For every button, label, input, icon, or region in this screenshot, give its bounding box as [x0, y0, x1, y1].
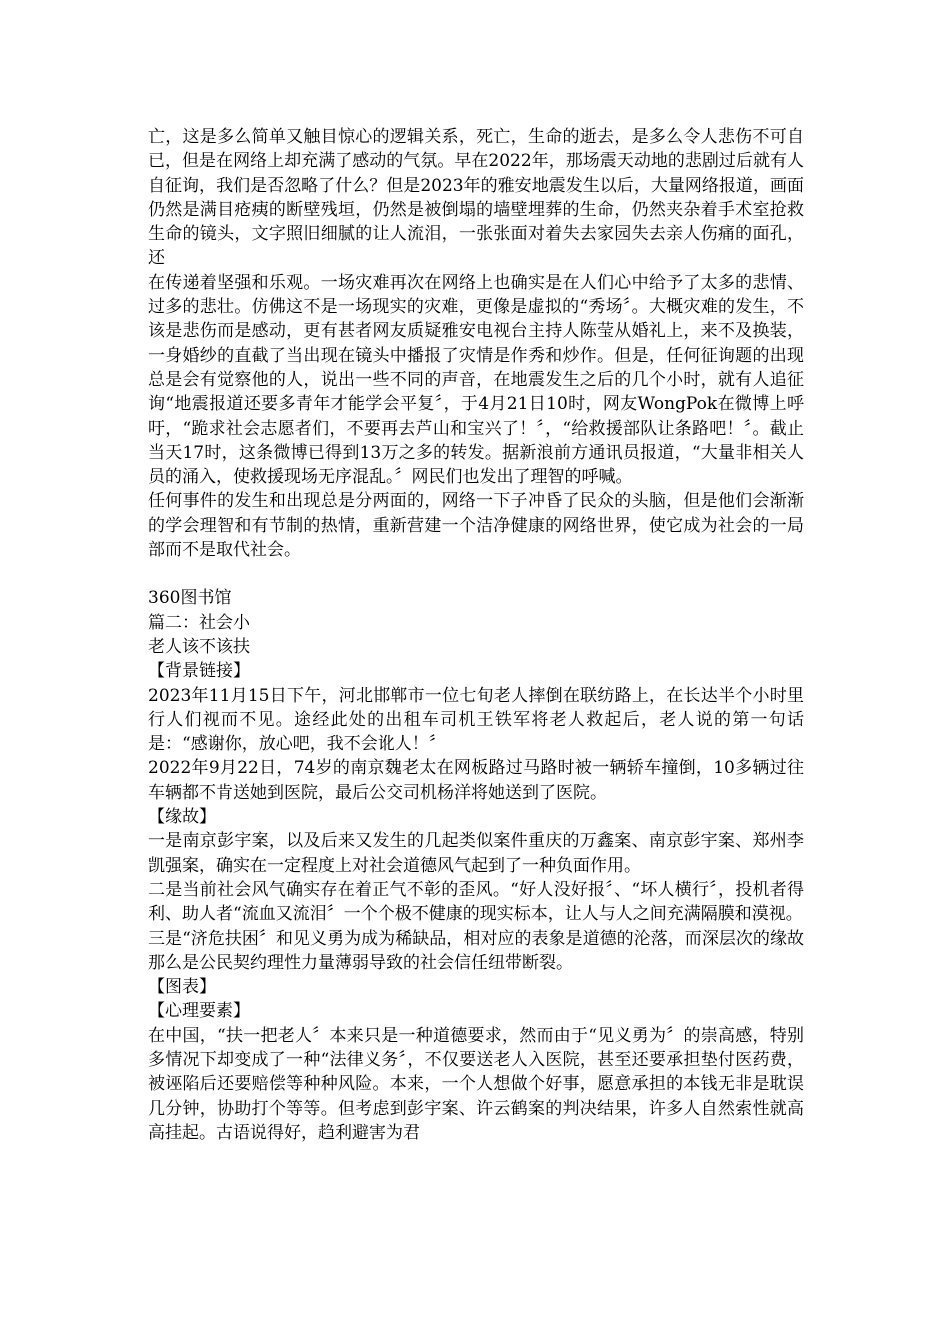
paragraph-psychology: 在中国，“扶一把老人〞本来只是一种道德要求，然而由于“见义勇为〞的崇高感，特别多情况下却变成了一种“法律义务〞，不仅要送老人入医院，甚至还要承担垫付医药费，被诬陷后还要赔偿等种种风险。本来，一个人想做个好事，愿意承担的本钱无非是耽误几分钟，协助打个等等。但考虑到彭宇案、许云鹤案的判决结果，许多人自然索性就高高挂起。古语说得好，趋利避害为君 [148, 1025, 804, 1143]
section-heading-psychology: 【心理要素】 [148, 1001, 250, 1022]
section-spacer [148, 562, 804, 586]
chapter-heading: 篇二：社会小 [148, 612, 250, 633]
document-page [148, 125, 804, 1145]
section-heading-background: 【背景链接】 [148, 661, 250, 682]
paragraph-handan-case: 2023年11月15日下午，河北邯郸市一位七旬老人摔倒在联纺路上，在长达半个小时里行人们视而不见。途经此处的出租车司机王铁军将老人救起后，老人说的第一句话是：“感谢你，放心吧，我不会讹人！〞 [148, 685, 804, 755]
article-title: 老人该不该扶 [148, 636, 250, 657]
library-label: 360图书馆 [148, 588, 232, 609]
paragraph-nanjing-case: 2022年9月22日，74岁的南京魏老太在网板路过马路时被一辆轿车撞倒，10多辆过往车辆都不肯送她到医院，最后公交司机杨洋将她送到了医院。 [148, 758, 804, 803]
paragraph-disaster-online: 在传递着坚强和乐观。一场灾难再次在网络上也确实是在人们心中给予了太多的悲情、过多的悲壮。仿佛这不是一场现实的灾难，更像是虚拟的“秀场〞。大概灾难的发生，不该是悲伤而是感动，更有甚者网友质疑雅安电视台主持人陈莹从婚礼上，来不及换装，一身婚纱的直截了当出现在镜头中播报了灾情是作秀和炒作。但是，任何征询题的出现总是会有觉察他的人，说出一些不同的声音，在地震发生之后的几个小时，就有人追征询“地震报道还要多青年才能学会平复〞，于4月21日10时，网友WongPok在微博上呼吁，“跪求社会志愿者们，不要再去芦山和宝兴了！〞，“给救援部队让条路吧！〞。截止当天17时，这条微博已得到13万之多的转发。据新浪前方通讯员报道，“大量非相关人员的涌入，使救援现场无序混乱。〞网民们也发出了理智的呼喊。 [148, 272, 804, 488]
paragraph-reason-two: 二是当前社会风气确实存在着正气不彰的歪风。“好人没好报〞、“坏人横行〞，投机者得利、助人者“流血又流泪〞一个个极不健康的现实标本，让人与人之间充满隔膜和漠视。 [148, 879, 804, 925]
paragraph-disaster-conclusion: 任何事件的发生和出现总是分两面的，网络一下子冲昏了民众的头脑，但是他们会渐渐的学会理智和有节制的热情，重新营建一个洁净健康的网络世界，使它成为社会的一局部而不是取代社会。 [148, 491, 804, 561]
paragraph-reason-three: 三是“济危扶困〞和见义勇为成为稀缺品，相对应的表象是道德的沦落，而深层次的缘故那么是公民契约理性力量薄弱导致的社会信任纽带断裂。 [148, 928, 804, 973]
section-heading-chart: 【图表】 [148, 977, 216, 998]
paragraph-disaster-intro: 亡，这是多么简单又触目惊心的逻辑关系，死亡，生命的逝去，是多么令人悲伤不可自已，但是在网络上却充满了感动的气氛。早在2022年，那场震天动地的悲剧过后就有人自征询，我们是否忽略了什么？但是2023年的雅安地震发生以后，大量网络报道，画面仍然是满目疮痍的断壁残垣，仍然是被倒塌的墙壁埋葬的生命，仍然夹杂着手术室抢救生命的镜头，文字照旧细腻的让人流泪，一张张面对着失去家园失去亲人伤痛的面孔，还 [148, 127, 804, 269]
section-heading-reason: 【缘故】 [148, 807, 216, 828]
paragraph-reason-one: 一是南京彭宇案，以及后来又发生的几起类似案件重庆的万鑫案、南京彭宇案、郑州李凯强案，确实在一定程度上对社会道德风气起到了一种负面作用。 [148, 831, 804, 876]
